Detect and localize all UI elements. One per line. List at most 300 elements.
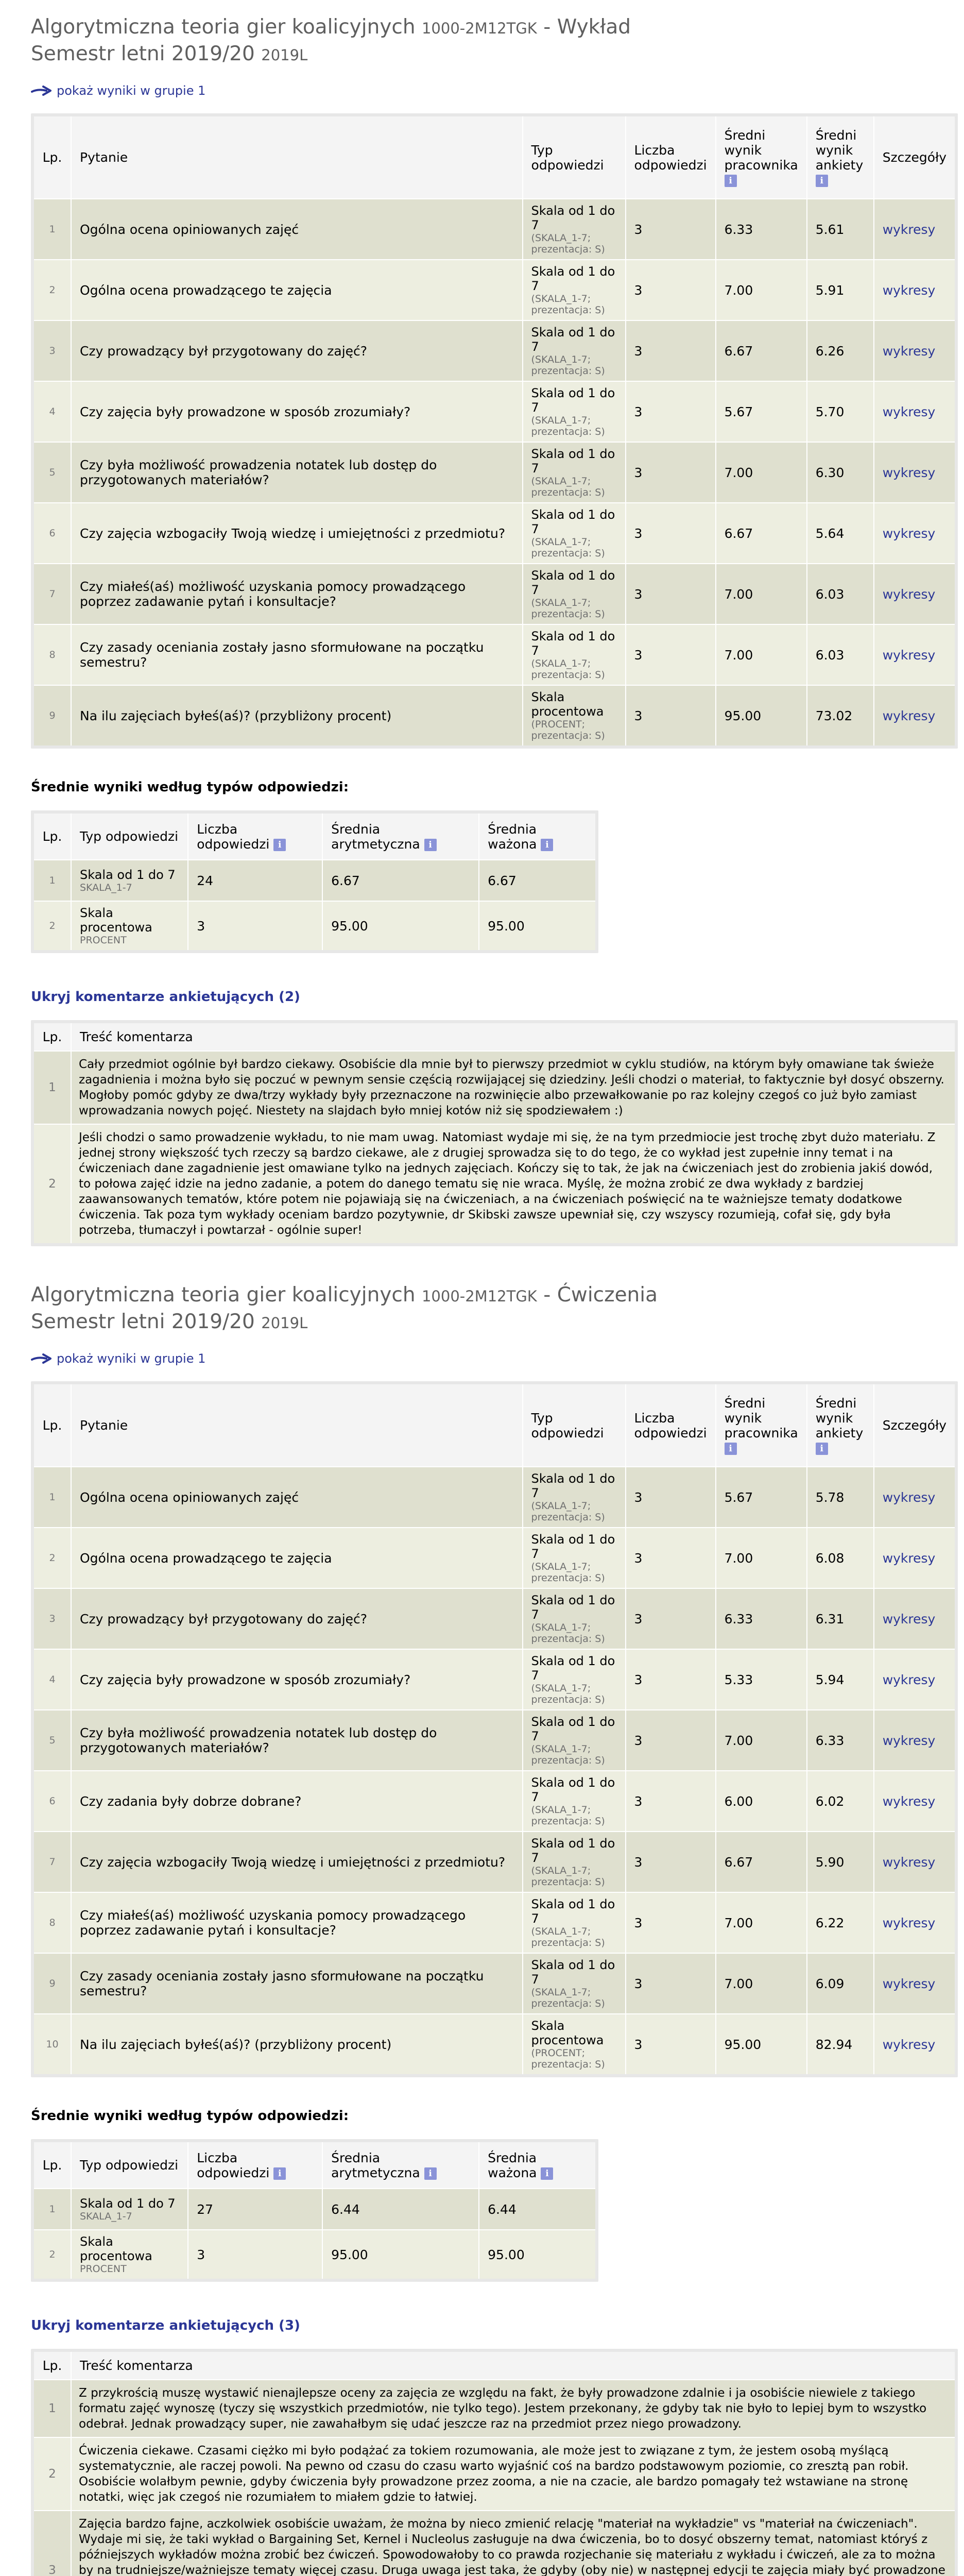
details-cell	[874, 2014, 955, 2074]
answer-type	[523, 1953, 626, 2014]
row-number: 7	[34, 1832, 71, 1892]
header-label: Pytanie	[80, 1418, 128, 1433]
charts-link[interactable]: wykresy	[882, 647, 936, 663]
question-text: Czy była możliwość prowadzenia notatek lub dostęp do przygotowanych materiałów?	[71, 1710, 523, 1771]
answer-type-code: (SKALA_1-7; prezentacja: S)	[531, 1987, 605, 2009]
survey-average: 6.08	[807, 1528, 874, 1588]
header-label: Typ odpowiedzi	[80, 2158, 179, 2173]
row-number: 2	[34, 1124, 71, 1243]
employee-average: 5.67	[716, 1467, 807, 1528]
answer-type-code: (PROCENT; prezentacja: S)	[531, 2047, 605, 2070]
survey-average: 6.22	[807, 1892, 874, 1953]
employee-average: 7.00	[716, 442, 807, 503]
info-icon[interactable]: i	[424, 2167, 437, 2180]
question-text: Ogólna ocena opiniowanych zajęć	[71, 199, 523, 260]
answer-type-label: Skala od 1 do 7	[531, 629, 615, 658]
question-text: Czy zajęcia wzbogaciły Twoją wiedzę i umiejętności z przedmiotu?	[71, 503, 523, 564]
averages-table-wrapper	[31, 2139, 598, 2282]
charts-link[interactable]: wykresy	[882, 1976, 936, 1991]
answer-count: 3	[626, 1953, 716, 2014]
charts-link[interactable]: wykresy	[882, 222, 936, 237]
comments-header-0: Lp.	[34, 1023, 71, 1051]
answer-type	[523, 1467, 626, 1528]
answer-type	[71, 2189, 188, 2230]
header-label: Średni wynik ankiety	[815, 1395, 864, 1440]
info-icon[interactable]: i	[725, 1443, 737, 1455]
results-header-1	[71, 1384, 523, 1467]
employee-average: 6.33	[716, 1588, 807, 1649]
answer-type	[523, 320, 626, 381]
answer-count: 3	[626, 2014, 716, 2074]
survey-average: 5.70	[807, 381, 874, 442]
answer-type-label: Skala od 1 do 7	[531, 1958, 615, 1987]
charts-link[interactable]: wykresy	[882, 526, 936, 541]
survey-section	[31, 14, 958, 1246]
header-label: Liczba odpowiedzi	[634, 1410, 707, 1440]
answer-type-label: Skala od 1 do 7	[531, 447, 615, 476]
row-number: 8	[34, 624, 71, 685]
charts-link[interactable]: wykresy	[882, 1489, 936, 1505]
question-row	[34, 2014, 955, 2074]
answer-type-label: Skala od 1 do 7	[531, 1593, 615, 1622]
survey-average: 5.94	[807, 1649, 874, 1710]
header-label: Typ odpowiedzi	[80, 829, 179, 844]
answer-type-code: (SKALA_1-7; prezentacja: S)	[531, 536, 605, 559]
answer-count: 27	[188, 2189, 322, 2230]
info-icon[interactable]: i	[273, 839, 286, 851]
question-row	[34, 320, 955, 381]
row-number: 9	[34, 685, 71, 745]
charts-link[interactable]: wykresy	[882, 1611, 936, 1626]
row-number: 2	[34, 901, 71, 950]
question-row	[34, 1892, 955, 1953]
employee-average: 7.00	[716, 1892, 807, 1953]
results-header-0	[34, 1384, 71, 1467]
answer-type-code: (SKALA_1-7; prezentacja: S)	[531, 597, 605, 620]
answer-count: 3	[626, 1832, 716, 1892]
averages-header-row	[34, 2142, 595, 2189]
info-icon[interactable]: i	[816, 1443, 828, 1455]
question-row	[34, 624, 955, 685]
details-cell	[874, 199, 955, 260]
survey-average: 6.03	[807, 564, 874, 624]
row-number: 6	[34, 1771, 71, 1832]
results-header-5	[807, 116, 874, 199]
answer-type	[71, 860, 188, 901]
details-cell	[874, 1892, 955, 1953]
show-group-link[interactable]	[31, 1351, 958, 1366]
employee-average: 5.67	[716, 381, 807, 442]
answer-count: 3	[188, 2230, 322, 2279]
comments-header-row	[34, 1023, 955, 1051]
question-text: Czy zajęcia były prowadzone w sposób zrozumiały?	[71, 381, 523, 442]
answer-count: 3	[626, 624, 716, 685]
comments-header-1: Treść komentarza	[71, 2352, 955, 2380]
question-text: Czy była możliwość prowadzenia notatek lub dostęp do przygotowanych materiałów?	[71, 442, 523, 503]
answer-count: 3	[626, 381, 716, 442]
row-number: 2	[34, 2230, 71, 2279]
answer-count: 3	[626, 442, 716, 503]
row-number: 2	[34, 260, 71, 320]
question-row	[34, 1588, 955, 1649]
survey-average: 5.78	[807, 1467, 874, 1528]
employee-average: 7.00	[716, 624, 807, 685]
results-header-0	[34, 116, 71, 199]
averages-header-2	[188, 814, 322, 860]
row-number: 2	[34, 2437, 71, 2511]
row-number: 9	[34, 1953, 71, 2014]
answer-type-label: Skala od 1 do 7	[80, 2196, 176, 2211]
weighted-mean: 6.44	[479, 2189, 595, 2230]
survey-average: 73.02	[807, 685, 874, 745]
survey-average: 6.03	[807, 624, 874, 685]
employee-average: 6.67	[716, 1832, 807, 1892]
answer-type	[523, 199, 626, 260]
row-number: 6	[34, 503, 71, 564]
comment-text: Ćwiczenia ciekawe. Czasami ciężko mi było podążać za tokiem rozumowania, ale może jest to związane z tym, że jestem osobą myślącą systematycznie, ale raczej powoli. Na pewno od czasu do czasu warto wyjaśnić coś na bardzo podstawowym poziomie, co zresztą pan robił. Osobiście wolałbym pewnie, gdyby ćwiczenia były prowadzone przez zooma, a nie na czacie, ale bardzo pomagały też wstawiane na stronę notatki, więc jak czegoś nie rozumiałem to miałem gdzie to łatwiej.	[71, 2437, 955, 2511]
employee-average: 6.00	[716, 1771, 807, 1832]
arithmetic-mean: 6.44	[322, 2189, 479, 2230]
header-label: Typ odpowiedzi	[531, 142, 604, 173]
answer-type-code: (SKALA_1-7; prezentacja: S)	[531, 415, 605, 437]
charts-link[interactable]: wykresy	[882, 1733, 936, 1748]
employee-average: 95.00	[716, 685, 807, 745]
info-icon[interactable]: i	[273, 2167, 286, 2180]
answer-type	[71, 901, 188, 950]
header-label: Typ odpowiedzi	[531, 1410, 604, 1440]
answer-type	[523, 624, 626, 685]
answer-type	[523, 381, 626, 442]
row-number: 4	[34, 1649, 71, 1710]
answer-type-label: Skala procentowa	[80, 2234, 152, 2263]
header-label: Liczba odpowiedzi	[197, 2150, 270, 2180]
answer-type-label: Skala od 1 do 7	[531, 1471, 615, 1500]
charts-link[interactable]: wykresy	[882, 2037, 936, 2052]
answer-count: 3	[626, 320, 716, 381]
header-label: Lp.	[42, 150, 62, 165]
averages-row	[34, 2230, 595, 2279]
question-row	[34, 503, 955, 564]
details-cell	[874, 1528, 955, 1588]
details-cell	[874, 685, 955, 745]
averages-header-4	[479, 814, 595, 860]
row-number: 1	[34, 860, 71, 901]
comments-table-wrapper	[31, 1020, 958, 1246]
charts-link[interactable]: wykresy	[882, 1672, 936, 1687]
averages-header-1	[71, 2142, 188, 2189]
charts-link[interactable]: wykresy	[882, 586, 936, 602]
answer-type-code: (SKALA_1-7; prezentacja: S)	[531, 1683, 605, 1705]
question-row	[34, 1467, 955, 1528]
charts-link[interactable]: wykresy	[882, 404, 936, 419]
employee-average: 6.67	[716, 503, 807, 564]
charts-link[interactable]: wykresy	[882, 708, 936, 723]
comment-text: Cały przedmiot ogólnie był bardzo ciekawy. Osobiście dla mnie był to pierwszy przedmiot w cyklu studiów, na którym były omawiane tak świeże zagadnienia i można było się poczuć w pewnym sensie częścią rozwijającej się dziedziny. Jeśli chodzi o materiał, to faktycznie był dosyć obszerny. Mogłoby pomóc gdyby ze dwa/trzy wykłady były przeznaczone na rozwinięcie albo przewałkowanie po raz kolejny czegoś co już było zamiast wprowadzania nowych pojęć. Niestety na slajdach było mniej kotów niż się spodziewałem :)	[71, 1051, 955, 1124]
averages-header-3	[322, 2142, 479, 2189]
header-label: Lp.	[42, 2158, 62, 2173]
arithmetic-mean: 6.67	[322, 860, 479, 901]
answer-type-code: PROCENT	[80, 2263, 127, 2275]
question-text: Ogólna ocena opiniowanych zajęć	[71, 1467, 523, 1528]
averages-title: Średnie wyniki według typów odpowiedzi:	[31, 779, 349, 795]
averages-header-1	[71, 814, 188, 860]
row-number: 7	[34, 564, 71, 624]
employee-average: 6.67	[716, 320, 807, 381]
weighted-mean: 6.67	[479, 860, 595, 901]
answer-type	[523, 564, 626, 624]
header-label: Średni wynik pracownika	[724, 127, 798, 173]
details-cell	[874, 381, 955, 442]
results-header-6	[874, 116, 955, 199]
question-row	[34, 1649, 955, 1710]
details-cell	[874, 1588, 955, 1649]
survey-average: 6.30	[807, 442, 874, 503]
comment-text: Zajęcia bardzo fajne, aczkolwiek osobiście uważam, że można by nieco zmienić relację "materiał na wykładzie" vs "materiał na ćwiczeniach". Wydaje mi się, że taki wykład o Bargaining Set, Kernel i Nucleolus zasługuje na dwa ćwiczenia, bo to dosyć obszerny temat, natomiast któryś z późniejszych wykładów można zrobić bez ćwiczeń. Spowodowałoby to co prawda rozjechanie się materiału z wykładu i ćwiczeń, ale za to można by na trudniejsze/ważniejsze tematy więcej czasu. Druga uwaga jest taka, że gdyby (oby nie) w następnej edycji te zajęcia miały być prowadzone	[71, 2511, 955, 2576]
employee-average: 7.00	[716, 260, 807, 320]
semester-title: Semestr letni 2019/20 2019L	[31, 1310, 308, 1333]
header-label: Lp.	[42, 1418, 62, 1433]
question-text: Ogólna ocena prowadzącego te zajęcia	[71, 260, 523, 320]
comment-row	[34, 2511, 955, 2576]
answer-type	[523, 1892, 626, 1953]
answer-type-label: Skala od 1 do 7	[531, 1654, 615, 1683]
answer-type-label: Skala od 1 do 7	[531, 1775, 615, 1804]
arithmetic-mean: 95.00	[322, 901, 479, 950]
comments-header-1: Treść komentarza	[71, 1023, 955, 1051]
comments-table	[34, 2352, 955, 2576]
charts-link[interactable]: wykresy	[882, 1854, 936, 1870]
comments-header-row	[34, 2352, 955, 2380]
question-row	[34, 1528, 955, 1588]
answer-type-code: (SKALA_1-7; prezentacja: S)	[531, 1926, 605, 1948]
answer-type-label: Skala od 1 do 7	[531, 507, 615, 536]
answer-count: 3	[626, 1528, 716, 1588]
question-text: Ogólna ocena prowadzącego te zajęcia	[71, 1528, 523, 1588]
question-text: Czy prowadzący był przygotowany do zajęć?	[71, 320, 523, 381]
answer-type	[523, 1528, 626, 1588]
answer-type	[523, 1649, 626, 1710]
question-text: Czy miałeś(aś) możliwość uzyskania pomocy prowadzącego poprzez zadawanie pytań i konsultacje?	[71, 564, 523, 624]
charts-link[interactable]: wykresy	[882, 465, 936, 480]
show-group-label: pokaż wyniki w grupie 1	[57, 83, 206, 98]
question-row	[34, 260, 955, 320]
answer-type-code: PROCENT	[80, 935, 127, 946]
row-number: 5	[34, 1710, 71, 1771]
hide-comments-link[interactable]: Ukryj komentarze ankietujących (2)	[31, 989, 300, 1005]
answer-type-label: Skala od 1 do 7	[531, 1836, 615, 1865]
course-title: Algorytmiczna teoria gier koalicyjnych 1000-2M12TGK - Ćwiczenia	[31, 1283, 658, 1307]
survey-average: 6.33	[807, 1710, 874, 1771]
answer-type-label: Skala od 1 do 7	[531, 204, 615, 232]
question-text: Czy zasady oceniania zostały jasno sformułowane na początku semestru?	[71, 624, 523, 685]
answer-type	[523, 1832, 626, 1892]
results-header-3	[626, 1384, 716, 1467]
answer-count: 3	[188, 901, 322, 950]
show-group-link[interactable]	[31, 83, 958, 98]
employee-average: 7.00	[716, 1710, 807, 1771]
answer-type-label: Skala od 1 do 7	[531, 1532, 615, 1561]
averages-table	[34, 2142, 595, 2279]
details-cell	[874, 1832, 955, 1892]
question-row	[34, 564, 955, 624]
details-cell	[874, 1771, 955, 1832]
details-cell	[874, 1710, 955, 1771]
results-header-2	[523, 1384, 626, 1467]
answer-count: 3	[626, 1892, 716, 1953]
employee-average: 7.00	[716, 1528, 807, 1588]
charts-link[interactable]: wykresy	[882, 343, 936, 359]
header-label: Szczegóły	[882, 1418, 946, 1433]
answer-type	[71, 2230, 188, 2279]
row-number: 1	[34, 1467, 71, 1528]
comments-table	[34, 1023, 955, 1243]
question-text: Czy zajęcia były prowadzone w sposób zrozumiały?	[71, 1649, 523, 1710]
survey-average: 6.31	[807, 1588, 874, 1649]
charts-link[interactable]: wykresy	[882, 1793, 936, 1809]
header-label: Pytanie	[80, 150, 128, 165]
answer-type	[523, 1588, 626, 1649]
info-icon[interactable]: i	[541, 2167, 553, 2180]
arrow-right-icon	[31, 1352, 53, 1365]
answer-type-code: SKALA_1-7	[80, 2211, 132, 2222]
employee-average: 7.00	[716, 1953, 807, 2014]
answer-type-label: Skala od 1 do 7	[531, 264, 615, 293]
row-number: 10	[34, 2014, 71, 2074]
question-row	[34, 685, 955, 745]
results-header-4	[716, 1384, 807, 1467]
row-number: 5	[34, 442, 71, 503]
averages-row	[34, 901, 595, 950]
comment-text: Z przykrością muszę wystawić nienajlepsze oceny za zajęcia ze względu na fakt, że były prowadzone zdalnie i ja osobiście niewiele z takiego formatu zajęć wynoszę (tyczy się wszystkich przedmiotów, nie tylko tego). Jestem przekonany, że gdyby tak nie było to lepiej bym to wszystko odebrał. Jednak prowadzący super, nie zawahałbym się udać jeszcze raz na przedmiot przez niego prowadzony.	[71, 2380, 955, 2437]
answer-count: 3	[626, 1467, 716, 1528]
details-cell	[874, 1953, 955, 2014]
question-row	[34, 381, 955, 442]
results-table	[34, 1384, 955, 2074]
survey-average: 5.61	[807, 199, 874, 260]
details-cell	[874, 503, 955, 564]
charts-link[interactable]: wykresy	[882, 1915, 936, 1930]
answer-type-code: (PROCENT; prezentacja: S)	[531, 719, 605, 741]
section-spacer	[31, 1246, 958, 1282]
survey-average: 82.94	[807, 2014, 874, 2074]
answer-type-label: Skala od 1 do 7	[531, 386, 615, 415]
results-table-wrapper	[31, 1381, 958, 2077]
answer-type	[523, 503, 626, 564]
charts-link[interactable]: wykresy	[882, 282, 936, 298]
averages-table-wrapper	[31, 810, 598, 953]
averages-header-0	[34, 2142, 71, 2189]
answer-type-label: Skala od 1 do 7	[531, 1897, 615, 1926]
question-row	[34, 1953, 955, 2014]
weighted-mean: 95.00	[479, 901, 595, 950]
answer-type-code: (SKALA_1-7; prezentacja: S)	[531, 232, 605, 255]
info-icon[interactable]: i	[816, 175, 828, 187]
question-text: Czy prowadzący był przygotowany do zajęć?	[71, 1588, 523, 1649]
row-number: 8	[34, 1892, 71, 1953]
answer-type-code: (SKALA_1-7; prezentacja: S)	[531, 293, 605, 316]
answer-type-code: (SKALA_1-7; prezentacja: S)	[531, 354, 605, 377]
row-number: 3	[34, 2511, 71, 2576]
question-text: Czy zadania były dobrze dobrane?	[71, 1771, 523, 1832]
answer-count: 24	[188, 860, 322, 901]
question-text: Czy miałeś(aś) możliwość uzyskania pomocy prowadzącego poprzez zadawanie pytań i konsultacje?	[71, 1892, 523, 1953]
results-table	[34, 116, 955, 745]
answer-type	[523, 260, 626, 320]
answer-count: 3	[626, 685, 716, 745]
header-label: Średnia ważona	[488, 2150, 537, 2180]
info-icon[interactable]: i	[541, 839, 553, 851]
employee-average: 95.00	[716, 2014, 807, 2074]
question-row	[34, 442, 955, 503]
hide-comments-link[interactable]: Ukryj komentarze ankietujących (3)	[31, 2318, 300, 2333]
comment-row	[34, 1051, 955, 1124]
answer-count: 3	[626, 199, 716, 260]
results-table-wrapper	[31, 113, 958, 749]
page	[31, 14, 958, 2576]
survey-section	[31, 1282, 958, 2576]
employee-average: 5.33	[716, 1649, 807, 1710]
answer-count: 3	[626, 564, 716, 624]
header-label: Średni wynik ankiety	[815, 127, 864, 173]
comment-row	[34, 2437, 955, 2511]
header-label: Średni wynik pracownika	[724, 1395, 798, 1440]
header-label: Średnia arytmetyczna	[331, 2150, 420, 2180]
averages-header-3	[322, 814, 479, 860]
results-header-6	[874, 1384, 955, 1467]
answer-type-label: Skala od 1 do 7	[80, 868, 176, 882]
row-number: 1	[34, 2380, 71, 2437]
details-cell	[874, 260, 955, 320]
section-header	[31, 14, 958, 98]
arrow-right-icon	[31, 84, 53, 97]
survey-average: 5.64	[807, 503, 874, 564]
comment-row	[34, 2380, 955, 2437]
answer-count: 3	[626, 503, 716, 564]
averages-row	[34, 860, 595, 901]
answer-type	[523, 2014, 626, 2074]
question-text: Czy zajęcia wzbogaciły Twoją wiedzę i umiejętności z przedmiotu?	[71, 1832, 523, 1892]
course-title: Algorytmiczna teoria gier koalicyjnych 1000-2M12TGK - Wykład	[31, 15, 631, 39]
show-group-label: pokaż wyniki w grupie 1	[57, 1351, 206, 1366]
details-cell	[874, 564, 955, 624]
details-cell	[874, 624, 955, 685]
details-cell	[874, 1649, 955, 1710]
header-label: Liczba odpowiedzi	[197, 821, 270, 852]
charts-link[interactable]: wykresy	[882, 1550, 936, 1566]
row-number: 2	[34, 1528, 71, 1588]
employee-average: 6.33	[716, 199, 807, 260]
averages-header-4	[479, 2142, 595, 2189]
averages-header-0	[34, 814, 71, 860]
averages-row	[34, 2189, 595, 2230]
info-icon[interactable]: i	[725, 175, 737, 187]
results-header-2	[523, 116, 626, 199]
results-header-5	[807, 1384, 874, 1467]
results-header-1	[71, 116, 523, 199]
row-number: 3	[34, 1588, 71, 1649]
answer-type-label: Skala od 1 do 7	[531, 568, 615, 597]
answer-type-label: Skala od 1 do 7	[531, 325, 615, 354]
answer-type-code: (SKALA_1-7; prezentacja: S)	[531, 1743, 605, 1766]
details-cell	[874, 320, 955, 381]
answer-type-code: (SKALA_1-7; prezentacja: S)	[531, 476, 605, 498]
comment-row	[34, 1124, 955, 1243]
comments-header-0: Lp.	[34, 2352, 71, 2380]
answer-count: 3	[626, 260, 716, 320]
header-label: Lp.	[42, 829, 62, 844]
details-cell	[874, 1467, 955, 1528]
info-icon[interactable]: i	[424, 839, 437, 851]
